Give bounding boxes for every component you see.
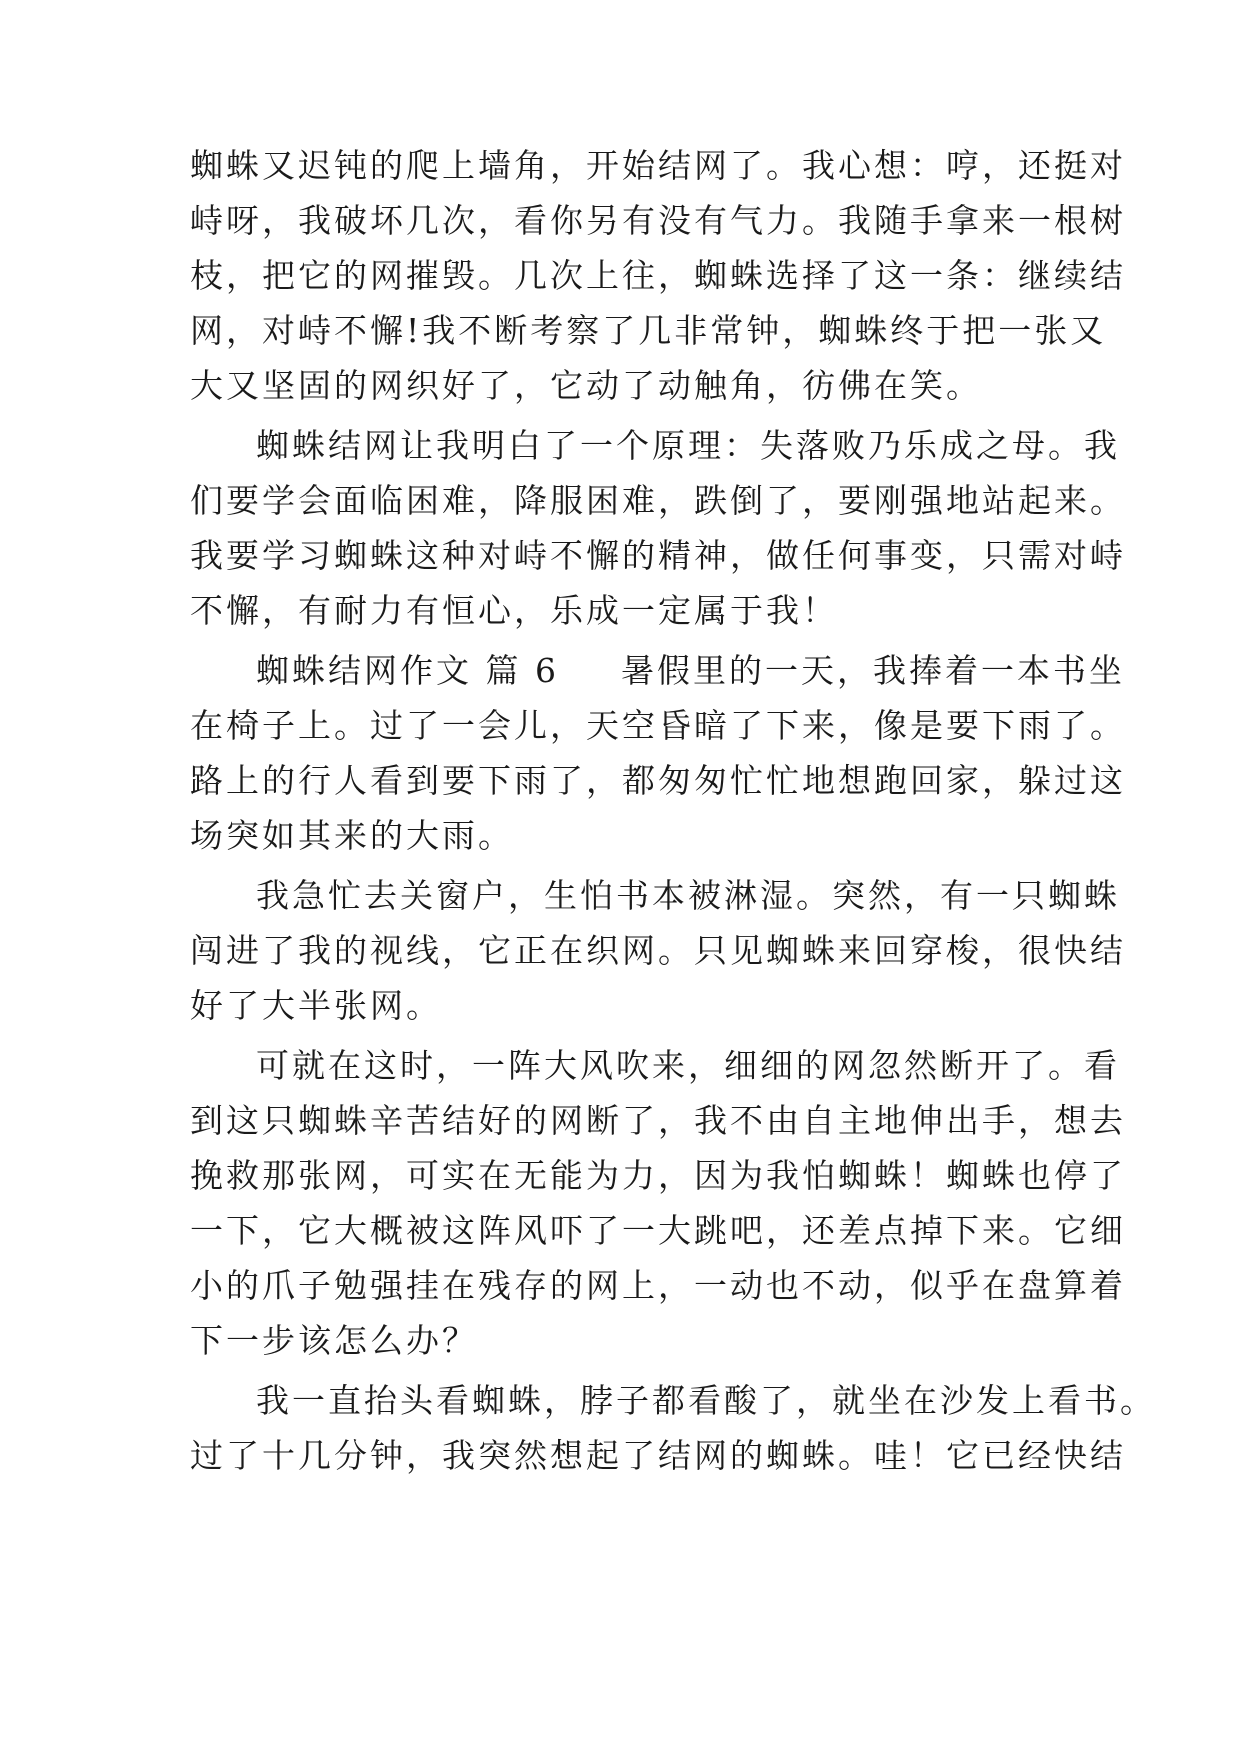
text-line: 峙呀，我破坏几次，看你另有没有气力。我随手拿来一根树	[190, 201, 1126, 240]
text-line: 大又坚固的网织好了，它动了动触角，彷佛在笑。	[190, 366, 982, 405]
text-line: 好了大半张网。	[190, 986, 442, 1025]
text-line: 蜘蛛又迟钝的爬上墙角，开始结网了。我心想：哼，还挺对	[190, 146, 1126, 185]
section-heading-line	[256, 641, 1125, 701]
text-line: 挽救那张网，可实在无能为力，因为我怕蜘蛛！蜘蛛也停了	[190, 1156, 1126, 1195]
text-line: 我要学习蜘蛛这种对峙不懈的精神，做任何事变，只需对峙	[190, 536, 1126, 575]
text-line: 闯进了我的视线，它正在织网。只见蜘蛛来回穿梭，很快结	[190, 931, 1126, 970]
text-line: 们要学会面临困难，降服困难，跌倒了，要刚强地站起来。	[190, 481, 1126, 520]
text-line: 过了十几分钟，我突然想起了结网的蜘蛛。哇！它已经快结	[190, 1436, 1126, 1475]
text-line: 路上的行人看到要下雨了，都匆匆忙忙地想跑回家，躲过这	[190, 761, 1126, 800]
text-line: 网，对峙不懈!我不断考察了几非常钟，蜘蛛终于把一张又	[190, 311, 1107, 350]
text-line: 一下，它大概被这阵风吓了一大跳吧，还差点掉下来。它细	[190, 1211, 1126, 1250]
paragraph-first-line: 我急忙去关窗户，生怕书本被淋湿。突然，有一只蜘蛛	[256, 876, 1120, 915]
text-line: 不懈，有耐力有恒心，乐成一定属于我！	[190, 591, 838, 630]
text-line: 小的爪子勉强挂在残存的网上，一动也不动，似乎在盘算着	[190, 1266, 1126, 1305]
paragraph-first-line: 可就在这时，一阵大风吹来，细细的网忽然断开了。看	[256, 1046, 1120, 1085]
text-line: 在椅子上。过了一会儿，天空昏暗了下来，像是要下雨了。	[190, 706, 1126, 745]
text-line: 枝，把它的网摧毁。几次上往，蜘蛛选择了这一条：继续结	[190, 256, 1126, 295]
text-line: 到这只蜘蛛辛苦结好的网断了，我不由自主地伸出手，想去	[190, 1101, 1126, 1140]
paragraph-first-line: 蜘蛛结网让我明白了一个原理：失落败乃乐成之母。我	[256, 426, 1120, 465]
section-heading: 蜘蛛结网作文 篇 6	[256, 651, 559, 690]
text-line: 下一步该怎么办？	[190, 1321, 478, 1360]
heading-text: 暑假里的一天，我捧着一本书坐	[620, 651, 1125, 690]
text-line: 场突如其来的大雨。	[190, 816, 514, 855]
paragraph-first-line: 我一直抬头看蜘蛛，脖子都看酸了，就坐在沙发上看书。	[256, 1381, 1156, 1420]
